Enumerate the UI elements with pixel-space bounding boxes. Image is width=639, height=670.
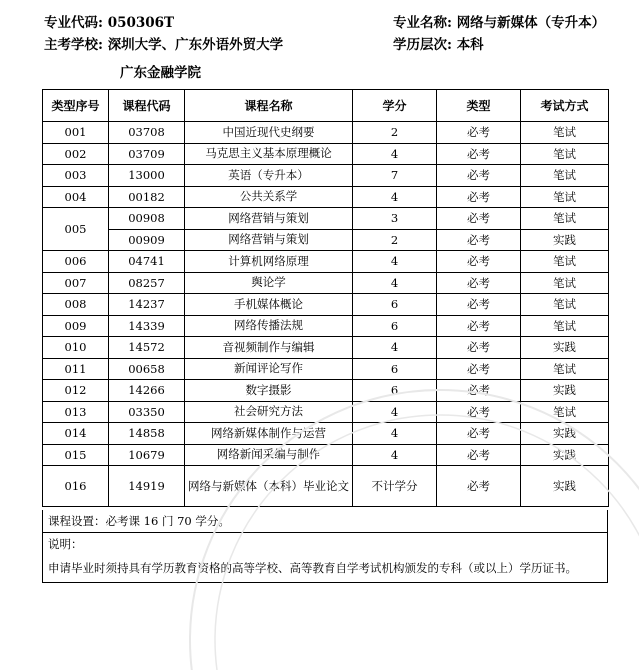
cell-seq: 013 bbox=[43, 401, 109, 423]
table-row bbox=[43, 272, 609, 294]
cell-name: 社会研究方法 bbox=[185, 401, 353, 423]
cell-name: 音视频制作与编辑 bbox=[185, 337, 353, 359]
cell-type: 必考 bbox=[437, 165, 521, 187]
cell-exam: 笔试 bbox=[521, 294, 609, 316]
cell-seq: 006 bbox=[43, 251, 109, 273]
host-school-label: 主考学校: bbox=[44, 37, 103, 53]
cell-credit: 4 bbox=[353, 143, 437, 165]
major-name-label: 专业名称: bbox=[393, 15, 452, 31]
cell-exam: 笔试 bbox=[521, 272, 609, 294]
host-school-value-1: 深圳大学、广东外语外贸大学 bbox=[107, 37, 284, 53]
cell-seq: 016 bbox=[43, 466, 109, 507]
cell-type: 必考 bbox=[437, 229, 521, 251]
cell-code: 03709 bbox=[109, 143, 185, 165]
cell-type: 必考 bbox=[437, 315, 521, 337]
cell-code: 13000 bbox=[109, 165, 185, 187]
cell-credit: 2 bbox=[353, 229, 437, 251]
column-header-type: 类型 bbox=[437, 90, 521, 122]
cell-credit: 6 bbox=[353, 380, 437, 402]
cell-seq: 001 bbox=[43, 122, 109, 144]
cell-type: 必考 bbox=[437, 251, 521, 273]
cell-exam: 笔试 bbox=[521, 401, 609, 423]
cell-credit: 4 bbox=[353, 186, 437, 208]
cell-code: 14237 bbox=[109, 294, 185, 316]
cell-name: 网络新闻采编与制作 bbox=[185, 444, 353, 466]
cell-name: 网络传播法规 bbox=[185, 315, 353, 337]
cell-credit: 7 bbox=[353, 165, 437, 187]
cell-credit: 4 bbox=[353, 272, 437, 294]
table-row bbox=[43, 337, 609, 359]
major-name bbox=[393, 12, 619, 34]
cell-credit: 2 bbox=[353, 122, 437, 144]
cell-credit: 6 bbox=[353, 358, 437, 380]
cell-name: 数字摄影 bbox=[185, 380, 353, 402]
cell-credit: 4 bbox=[353, 444, 437, 466]
table-row bbox=[43, 229, 609, 251]
cell-name: 手机媒体概论 bbox=[185, 294, 353, 316]
cell-code: 14572 bbox=[109, 337, 185, 359]
cell-seq: 014 bbox=[43, 423, 109, 445]
cell-credit: 不计学分 bbox=[353, 466, 437, 507]
cell-name: 马克思主义基本原理概论 bbox=[185, 143, 353, 165]
cell-type: 必考 bbox=[437, 466, 521, 507]
note-text: 申请毕业时须持具有学历教育资格的高等学校、高等教育自学考试机构颁发的专科（或以上）学历证书。 bbox=[48, 561, 577, 575]
cell-type: 必考 bbox=[437, 272, 521, 294]
table-row bbox=[43, 165, 609, 187]
table-row bbox=[43, 315, 609, 337]
major-code-value: 050306T bbox=[107, 15, 175, 31]
cell-exam: 笔试 bbox=[521, 186, 609, 208]
cell-exam: 实践 bbox=[521, 444, 609, 466]
cell-type: 必考 bbox=[437, 444, 521, 466]
cell-type: 必考 bbox=[437, 122, 521, 144]
cell-name: 中国近现代史纲要 bbox=[185, 122, 353, 144]
cell-code: 00182 bbox=[109, 186, 185, 208]
cell-code: 00658 bbox=[109, 358, 185, 380]
cell-code: 04741 bbox=[109, 251, 185, 273]
cell-code: 03708 bbox=[109, 122, 185, 144]
cell-seq: 015 bbox=[43, 444, 109, 466]
cell-exam: 实践 bbox=[521, 229, 609, 251]
major-code-label: 专业代码: bbox=[44, 15, 103, 31]
table-row bbox=[43, 294, 609, 316]
cell-type: 必考 bbox=[437, 401, 521, 423]
cell-exam: 笔试 bbox=[521, 208, 609, 230]
table-row bbox=[43, 444, 609, 466]
table-row bbox=[43, 423, 609, 445]
cell-code: 00908 bbox=[109, 208, 185, 230]
cell-credit: 3 bbox=[353, 208, 437, 230]
column-header-seq: 类型序号 bbox=[43, 90, 109, 122]
cell-credit: 4 bbox=[353, 251, 437, 273]
header-row-1 bbox=[44, 12, 619, 34]
page-header bbox=[44, 12, 619, 84]
column-header-exam: 考试方式 bbox=[521, 90, 609, 122]
cell-exam: 实践 bbox=[521, 423, 609, 445]
cell-seq: 002 bbox=[43, 143, 109, 165]
cell-type: 必考 bbox=[437, 208, 521, 230]
cell-code: 08257 bbox=[109, 272, 185, 294]
cell-type: 必考 bbox=[437, 143, 521, 165]
table-row bbox=[43, 466, 609, 507]
cell-name: 网络新媒体制作与运营 bbox=[185, 423, 353, 445]
cell-credit: 4 bbox=[353, 423, 437, 445]
cell-code: 14339 bbox=[109, 315, 185, 337]
cell-name: 计算机网络原理 bbox=[185, 251, 353, 273]
cell-code: 10679 bbox=[109, 444, 185, 466]
cell-seq: 009 bbox=[43, 315, 109, 337]
cell-seq: 012 bbox=[43, 380, 109, 402]
cell-seq: 003 bbox=[43, 165, 109, 187]
cell-type: 必考 bbox=[437, 423, 521, 445]
degree-level-value: 本科 bbox=[456, 37, 484, 53]
cell-exam: 笔试 bbox=[521, 358, 609, 380]
cell-code: 14919 bbox=[109, 466, 185, 507]
cell-seq: 007 bbox=[43, 272, 109, 294]
cell-exam: 笔试 bbox=[521, 251, 609, 273]
table-row bbox=[43, 358, 609, 380]
cell-name: 网络与新媒体（本科）毕业论文 bbox=[185, 466, 353, 507]
major-code bbox=[44, 12, 393, 34]
cell-seq: 010 bbox=[43, 337, 109, 359]
table-row bbox=[43, 251, 609, 273]
cell-credit: 4 bbox=[353, 401, 437, 423]
column-header-code: 课程代码 bbox=[109, 90, 185, 122]
course-table bbox=[42, 89, 609, 507]
cell-exam: 实践 bbox=[521, 337, 609, 359]
cell-type: 必考 bbox=[437, 358, 521, 380]
cell-seq: 008 bbox=[43, 294, 109, 316]
cell-exam: 实践 bbox=[521, 380, 609, 402]
cell-exam: 笔试 bbox=[521, 165, 609, 187]
table-row bbox=[43, 143, 609, 165]
cell-code: 00909 bbox=[109, 229, 185, 251]
table-row bbox=[43, 186, 609, 208]
header-row-2 bbox=[44, 34, 619, 56]
cell-name: 网络营销与策划 bbox=[185, 208, 353, 230]
cell-type: 必考 bbox=[437, 337, 521, 359]
course-setting: 课程设置：必考课 16 门 70 学分。 bbox=[48, 514, 230, 528]
cell-exam: 实践 bbox=[521, 466, 609, 507]
cell-seq: 004 bbox=[43, 186, 109, 208]
cell-name: 公共关系学 bbox=[185, 186, 353, 208]
cell-type: 必考 bbox=[437, 380, 521, 402]
cell-type: 必考 bbox=[437, 186, 521, 208]
cell-code: 14858 bbox=[109, 423, 185, 445]
table-header-row bbox=[43, 90, 609, 122]
cell-exam: 笔试 bbox=[521, 143, 609, 165]
cell-code: 03350 bbox=[109, 401, 185, 423]
cell-seq: 011 bbox=[43, 358, 109, 380]
table-row bbox=[43, 401, 609, 423]
notes-section bbox=[42, 510, 608, 583]
cell-name: 新闻评论写作 bbox=[185, 358, 353, 380]
note-title: 说明： bbox=[43, 532, 607, 555]
table-row bbox=[43, 380, 609, 402]
cell-name: 舆论学 bbox=[185, 272, 353, 294]
column-header-name: 课程名称 bbox=[185, 90, 353, 122]
degree-level bbox=[393, 34, 619, 56]
cell-seq: 005 bbox=[43, 208, 109, 251]
major-name-value: 网络与新媒体（专升本） bbox=[456, 15, 606, 31]
host-school-value-2: 广东金融学院 bbox=[120, 65, 201, 81]
cell-type: 必考 bbox=[437, 294, 521, 316]
table-row bbox=[43, 122, 609, 144]
cell-credit: 4 bbox=[353, 337, 437, 359]
cell-credit: 6 bbox=[353, 294, 437, 316]
cell-code: 14266 bbox=[109, 380, 185, 402]
cell-name: 英语（专升本） bbox=[185, 165, 353, 187]
cell-name: 网络营销与策划 bbox=[185, 229, 353, 251]
cell-exam: 笔试 bbox=[521, 122, 609, 144]
degree-level-label: 学历层次: bbox=[393, 37, 452, 53]
table-row bbox=[43, 208, 609, 230]
cell-exam: 笔试 bbox=[521, 315, 609, 337]
host-school bbox=[44, 34, 393, 56]
column-header-credit: 学分 bbox=[353, 90, 437, 122]
cell-credit: 6 bbox=[353, 315, 437, 337]
